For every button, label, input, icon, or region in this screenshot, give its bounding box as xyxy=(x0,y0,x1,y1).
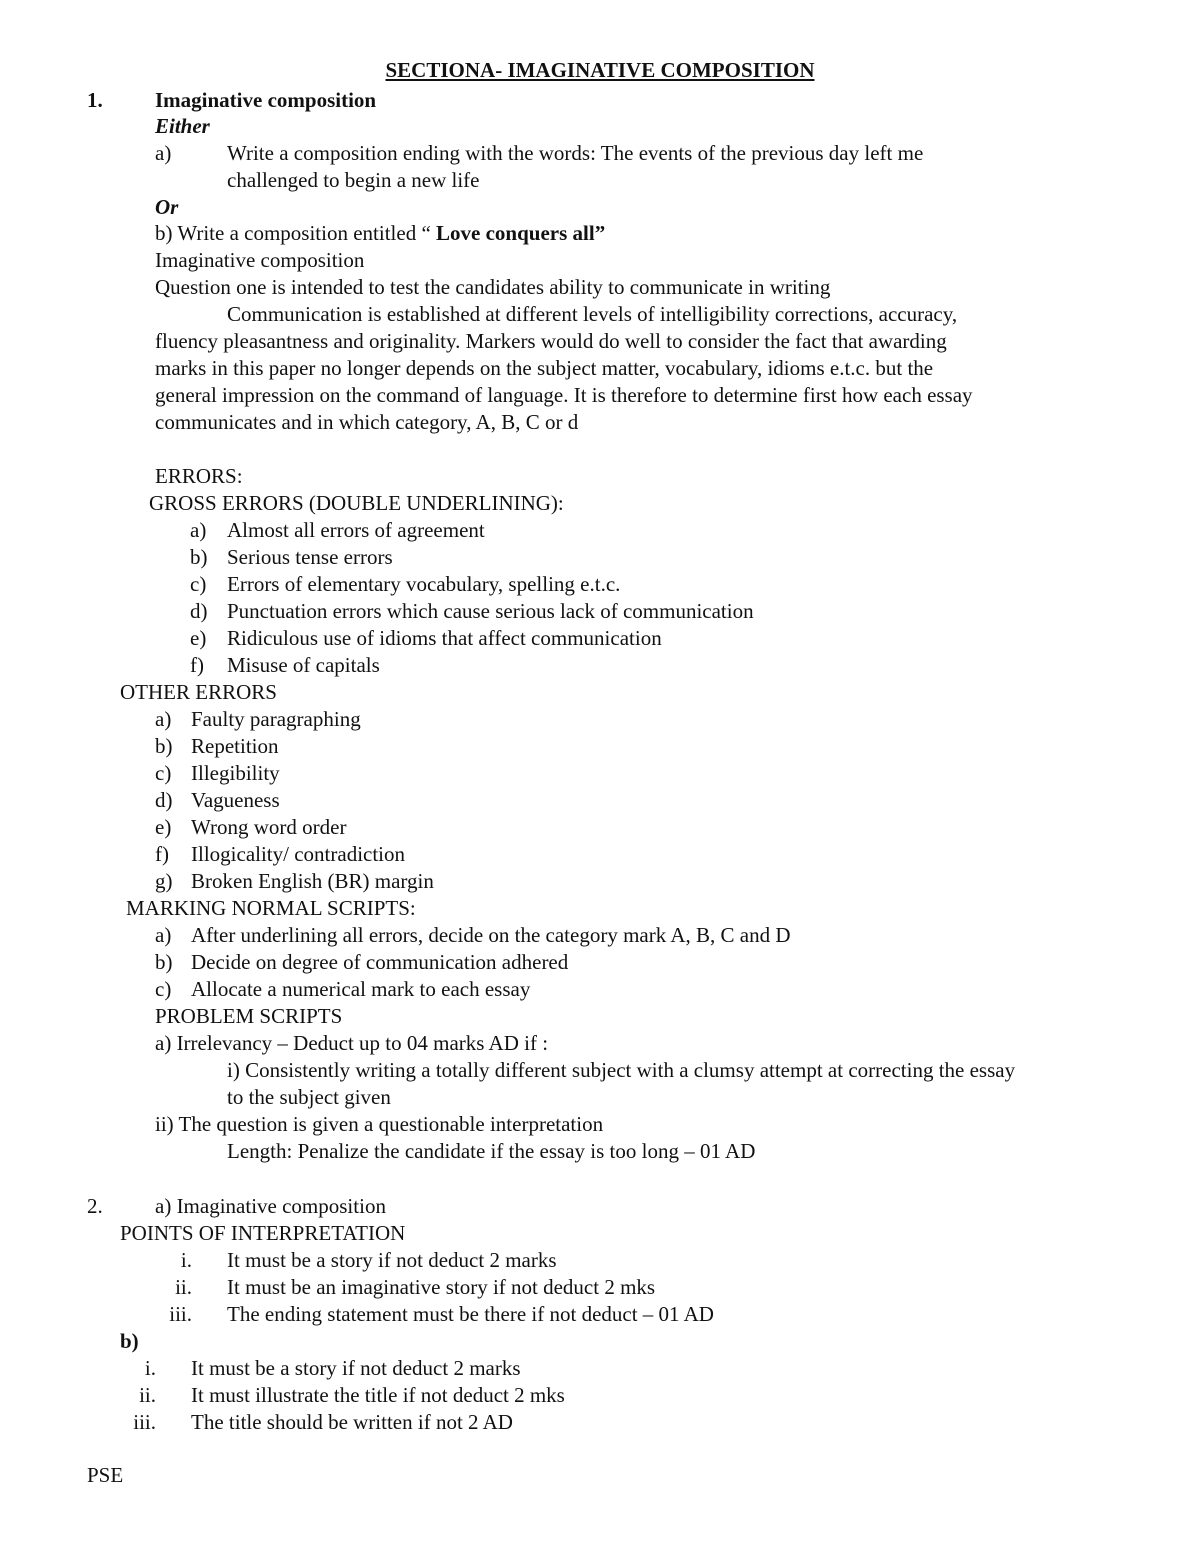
list-item: Serious tense errors xyxy=(227,545,393,569)
option-b-prefix: b) Write a composition entitled “ xyxy=(155,221,437,245)
list-item: It must illustrate the title if not deduct 2 mks xyxy=(191,1383,565,1407)
intro-line: Question one is intended to test the candidates ability to communicate in writing xyxy=(155,275,831,299)
paragraph-line: Communication is established at different levels of intelligibility corrections, accuracy, xyxy=(227,302,958,326)
marking-heading: MARKING NORMAL SCRIPTS: xyxy=(126,896,416,920)
gross-errors-heading: GROSS ERRORS (DOUBLE UNDERLINING): xyxy=(149,491,564,515)
option-a-label: a) xyxy=(155,141,172,165)
option-a-line-1: Write a composition ending with the words: The events of the previous day left me xyxy=(227,141,924,165)
list-item-label: c) xyxy=(190,572,207,596)
irrelevancy-i-line-1: i) Consistently writing a totally different subject with a clumsy attempt at correcting the essay xyxy=(227,1058,1016,1082)
list-item-label: f) xyxy=(155,842,169,866)
list-item: It must be a story if not deduct 2 marks xyxy=(191,1356,521,1380)
length-line: Length: Penalize the candidate if the essay is too long – 01 AD xyxy=(227,1139,756,1163)
list-item-label: b) xyxy=(155,950,173,974)
or-label: Or xyxy=(155,195,179,219)
option-b xyxy=(155,221,605,245)
list-item: Decide on degree of communication adhered xyxy=(191,950,569,974)
paragraph-line: marks in this paper no longer depends on the subject matter, vocabulary, idioms e.t.c. but the xyxy=(155,356,934,380)
list-item: Errors of elementary vocabulary, spelling e.t.c. xyxy=(227,572,621,596)
list-item: Vagueness xyxy=(191,788,280,812)
list-item-label: ii. xyxy=(175,1275,192,1299)
list-item-label: g) xyxy=(155,869,173,893)
list-item: Wrong word order xyxy=(191,815,347,839)
list-item-label: e) xyxy=(190,626,207,650)
question-1-heading: Imaginative composition xyxy=(155,88,377,112)
list-item-label: c) xyxy=(155,761,172,785)
list-item: Misuse of capitals xyxy=(227,653,380,677)
list-item-label: f) xyxy=(190,653,204,677)
list-item: The title should be written if not 2 AD xyxy=(191,1410,513,1434)
other-errors-heading: OTHER ERRORS xyxy=(120,680,277,704)
irrelevancy-ii-line: ii) The question is given a questionable interpretation xyxy=(155,1112,604,1136)
list-item: Illegibility xyxy=(191,761,280,785)
list-item: After underlining all errors, decide on the category mark A, B, C and D xyxy=(191,923,791,947)
page-title: SECTIONA- IMAGINATIVE COMPOSITION xyxy=(385,58,815,82)
points-heading: POINTS OF INTERPRETATION xyxy=(120,1221,406,1245)
footer-text: PSE xyxy=(87,1463,124,1487)
list-item-label: a) xyxy=(155,707,172,731)
question-2-heading: a) Imaginative composition xyxy=(155,1194,386,1218)
irrelevancy-line: a) Irrelevancy – Deduct up to 04 marks AD if : xyxy=(155,1031,549,1055)
part-b-label: b) xyxy=(120,1329,139,1353)
list-item-label: iii. xyxy=(133,1410,156,1434)
list-item-label: c) xyxy=(155,977,172,1001)
option-a-line-2: challenged to begin a new life xyxy=(227,168,480,192)
irrelevancy-i-line-2: to the subject given xyxy=(227,1085,391,1109)
paragraph-line: general impression on the command of language. It is therefore to determine first how each essay xyxy=(155,383,973,407)
list-item: Repetition xyxy=(191,734,279,758)
list-item-label: i. xyxy=(180,1248,192,1272)
list-item: Illogicality/ contradiction xyxy=(191,842,406,866)
list-item: Punctuation errors which cause serious lack of communication xyxy=(227,599,754,623)
errors-heading: ERRORS: xyxy=(155,464,243,488)
list-item-label: i. xyxy=(144,1356,156,1380)
list-item: The ending statement must be there if not deduct – 01 AD xyxy=(227,1302,714,1326)
either-label: Either xyxy=(155,114,210,138)
problem-scripts-heading: PROBLEM SCRIPTS xyxy=(155,1004,343,1028)
option-b-title: Love conquers all” xyxy=(436,221,606,245)
list-item: Allocate a numerical mark to each essay xyxy=(191,977,531,1001)
paragraph-line: communicates and in which category, A, B, C or d xyxy=(155,410,579,434)
list-item-label: d) xyxy=(190,599,208,623)
list-item: Broken English (BR) margin xyxy=(191,869,434,893)
list-item-label: a) xyxy=(155,923,172,947)
list-item-label: a) xyxy=(190,518,207,542)
list-item: It must be an imaginative story if not deduct 2 mks xyxy=(227,1275,656,1299)
list-item-label: b) xyxy=(155,734,173,758)
list-item-label: iii. xyxy=(169,1302,192,1326)
paragraph-line: fluency pleasantness and originality. Markers would do well to consider the fact that awarding xyxy=(155,329,947,353)
list-item: Ridiculous use of idioms that affect communication xyxy=(227,626,662,650)
question-1-number: 1. xyxy=(87,88,103,112)
question-2-number: 2. xyxy=(87,1194,103,1218)
list-item: Faulty paragraphing xyxy=(191,707,361,731)
list-item-label: b) xyxy=(190,545,208,569)
list-item-label: e) xyxy=(155,815,172,839)
list-item: It must be a story if not deduct 2 marks xyxy=(227,1248,557,1272)
list-item-label: d) xyxy=(155,788,173,812)
sub-heading: Imaginative composition xyxy=(155,248,365,272)
list-item-label: ii. xyxy=(139,1383,156,1407)
list-item: Almost all errors of agreement xyxy=(227,518,485,542)
